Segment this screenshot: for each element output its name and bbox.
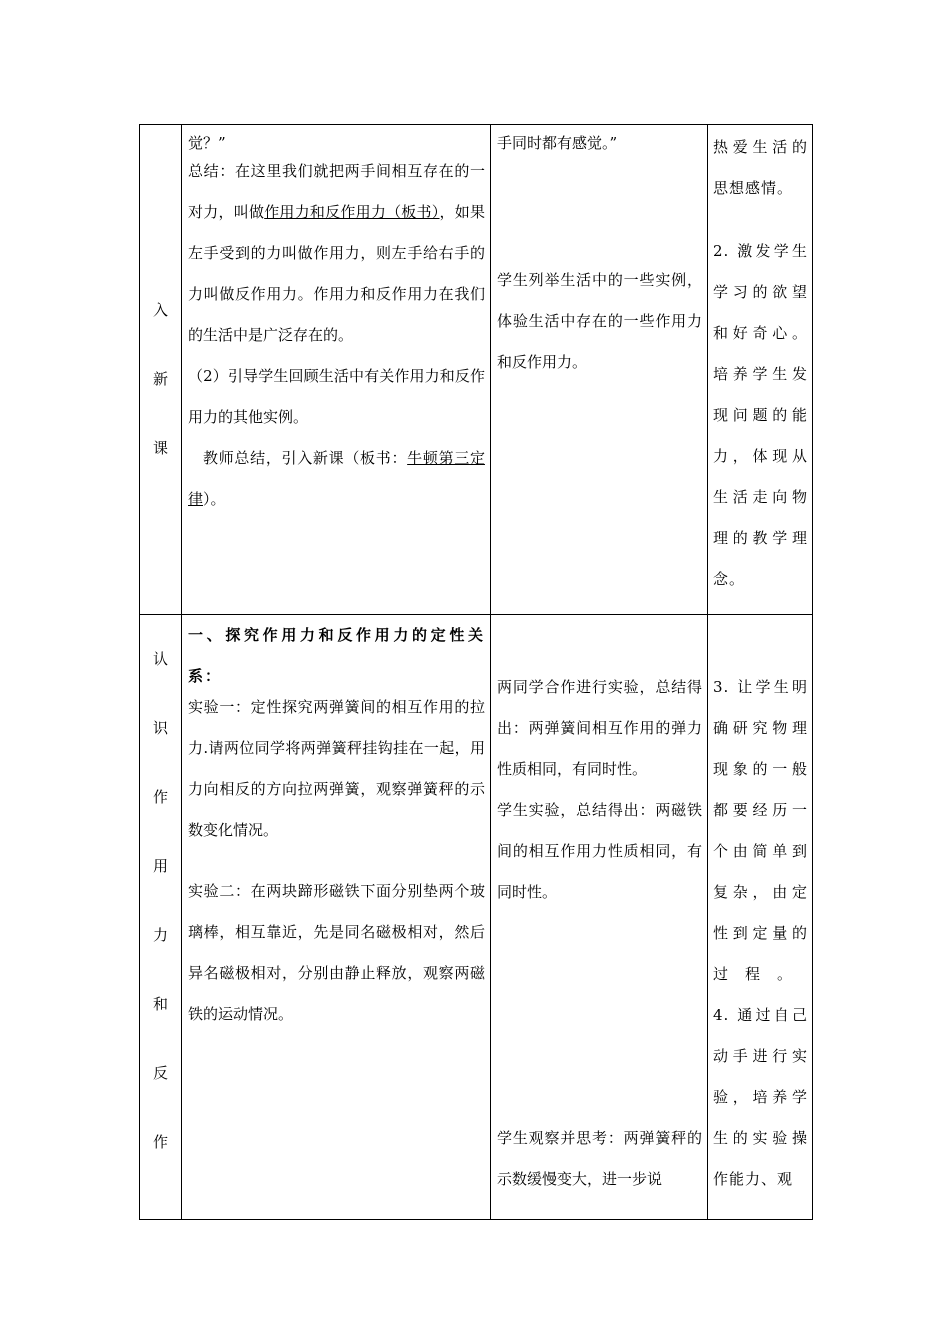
aim-text: 热爱生活的思想感情。 — [713, 138, 808, 197]
teacher-text: 觉？” — [188, 134, 226, 152]
student-activity-cell — [491, 615, 708, 1220]
board-note: 作用力和反作用力（板书） — [264, 203, 440, 221]
section-char: 和 — [152, 995, 168, 1013]
section-char: 作 — [152, 788, 168, 806]
section-label — [140, 615, 181, 1152]
board-note: 牛顿第三定律 — [188, 449, 485, 508]
student-activity-cell — [491, 125, 708, 615]
section-label — [140, 125, 181, 458]
section-char: 识 — [152, 719, 168, 737]
teacher-experiment: 实验二：在两块蹄形磁铁下面分别垫两个玻璃棒，相互靠近，先是同名磁极相对，然后异名磁极相对，分别由静止释放，观察两磁铁的运动情况。 — [188, 882, 485, 1023]
section-char: 新 — [152, 370, 168, 388]
aim-cell — [708, 125, 813, 615]
section-cell — [140, 615, 182, 1220]
student-text: 两同学合作进行实验，总结得出：两弹簧间相互作用的弹力性质相同，有同时性。 — [497, 678, 702, 778]
lesson-plan-table — [139, 124, 813, 1220]
section-char: 课 — [152, 439, 168, 457]
student-text: 手同时都有感觉。” — [497, 134, 618, 152]
student-text: 学生观察并思考：两弹簧秤的示数缓慢变大，进一步说 — [497, 1129, 702, 1188]
student-text: 学生列举生活中的一些实例，体验生活中存在的一些作用力和反作用力。 — [497, 271, 702, 371]
aim-text: 4. 通过自己动手进行实验，培养学生的实验操作能力、观 — [713, 1006, 808, 1188]
teacher-summary: 总结：在这里我们就把两手间相互存在的一对力，叫做作用力和反作用力（板书），如果左手受到的力叫做作用力，则左手给右手的力叫做反作用力。作用力和反作用力在我们的生活中是广泛存在的。 — [188, 162, 485, 344]
aim-text: 2. 激发学生学习的欲望和好奇心。培养学生发现问题的能力，体现从生活走向物理的教学理念。 — [713, 242, 808, 588]
teacher-experiment: 实验一：定性探究两弹簧间的相互作用的拉力.请两位同学将两弹簧秤挂钩挂在一起，用力向相反的方向拉两弹簧，观察弹簧秤的示数变化情况。 — [188, 698, 485, 839]
student-text: 学生实验，总结得出：两磁铁间的相互作用力性质相同，有同时性。 — [497, 801, 702, 901]
aim-text: 3. 让学生明确研究物理现象的一般都要经历一个由简单到复杂，由定性到定量的过 程 。 — [713, 678, 808, 983]
section-char: 认 — [152, 650, 168, 668]
teacher-intro: 教师总结，引入新课（板书：牛顿第三定律）。 — [188, 449, 485, 508]
section-char: 用 — [152, 857, 168, 875]
teacher-guide: （2）引导学生回顾生活中有关作用力和反作用力的其他实例。 — [188, 367, 485, 426]
aim-cell — [708, 615, 813, 1220]
section-char: 反 — [152, 1064, 168, 1082]
section-char: 作 — [152, 1133, 168, 1151]
teacher-activity-cell — [182, 125, 491, 615]
teacher-activity-cell — [182, 615, 491, 1220]
section-heading: 一、探究作用力和反作用力的定性关系： — [188, 626, 485, 685]
section-char: 入 — [152, 301, 168, 319]
table-row — [140, 125, 813, 615]
section-char: 力 — [152, 926, 168, 944]
section-cell — [140, 125, 182, 615]
table-row — [140, 615, 813, 1220]
